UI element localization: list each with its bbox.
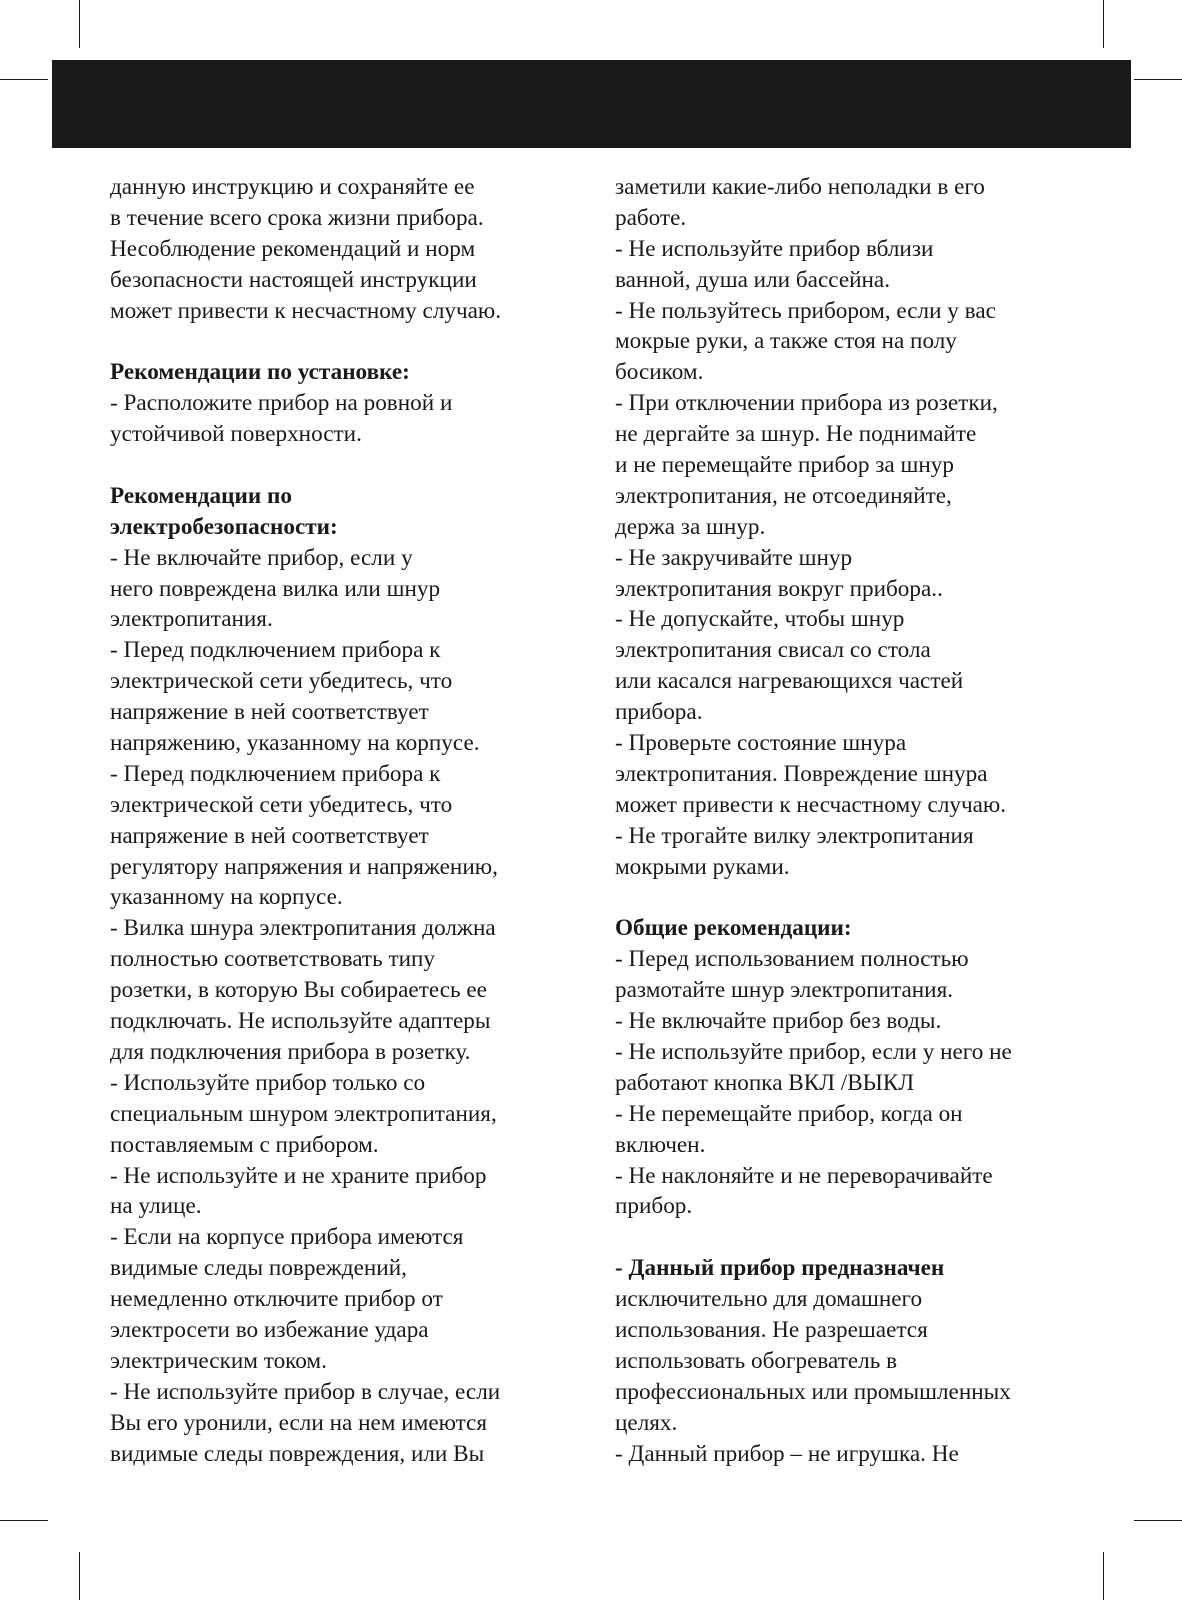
left-text-line: - Используйте прибор только со <box>110 1069 426 1096</box>
right-text-line: - Не трогайте вилку электропитания <box>615 822 974 849</box>
left-text-line: немедленно отключите прибор от <box>110 1286 443 1313</box>
right-text-line: или касался нагревающихся частей <box>615 668 964 695</box>
right-text-line: держа за шнур. <box>615 513 766 540</box>
right-text-line: работе. <box>615 204 687 231</box>
left-text-line: для подключения прибора в розетку. <box>110 1038 471 1065</box>
left-text-line: Вы его уронили, если на нем имеются <box>110 1409 488 1436</box>
left-text-line: видимые следы повреждения, или Вы <box>110 1440 485 1467</box>
right-text-line: ванной, душа или бассейна. <box>615 266 891 293</box>
left-text-line: электрической сети убедитесь, что <box>110 791 453 818</box>
left-text-line: - Перед подключением прибора к <box>110 637 441 664</box>
left-heading-line: электробезопасности: <box>110 513 338 540</box>
left-text-line: розетки, в которую Вы собираетесь ее <box>110 977 487 1004</box>
left-text-line: - Если на корпусе прибора имеются <box>110 1224 464 1251</box>
left-text-line: видимые следы повреждений, <box>110 1255 407 1282</box>
right-text-line: заметили какие-либо неполадки в его <box>615 174 985 200</box>
left-text-line: поставляемым с прибором. <box>110 1131 379 1158</box>
right-text-line: - Не закручивайте шнур <box>615 544 853 571</box>
left-spacer <box>110 450 580 481</box>
left-text-line: указанному на корпусе. <box>110 884 343 911</box>
right-text-line: - Не наклоняйте и не переворачивайте <box>615 1162 993 1189</box>
right-text-line: целях. <box>615 1409 678 1436</box>
left-text-line: устойчивой поверхности. <box>110 421 362 448</box>
right-text-line: мокрые руки, а также стоя на полу <box>615 328 957 355</box>
left-heading-line: Рекомендации по установке: <box>110 359 410 386</box>
left-text-line: - Не используйте прибор в случае, если <box>110 1378 501 1405</box>
right-heading-line: Общие рекомендации: <box>615 915 852 942</box>
right-text-line: размотайте шнур электропитания. <box>615 977 954 1004</box>
left-text-line: подключать. Не используйте адаптеры <box>110 1008 491 1035</box>
right-text-line: электропитания. Повреждение шнура <box>615 760 988 787</box>
right-text-line: включен. <box>615 1131 706 1158</box>
right-text-line: - Не пользуйтесь прибором, если у вас <box>615 297 996 324</box>
right-text-line: прибора. <box>615 699 703 726</box>
right-text-line: электропитания вокруг прибора.. <box>615 575 943 602</box>
crop-mark-bottom-right <box>1103 1552 1104 1600</box>
left-text-line: электросети во избежание удара <box>110 1316 429 1343</box>
left-text-line: может привести к несчастному случаю. <box>110 297 502 324</box>
left-text-line: регулятору напряжения и напряжению, <box>110 853 498 880</box>
left-text-line: - Расположите прибор на ровной и <box>110 390 453 417</box>
right-text-line: босиком. <box>615 359 704 386</box>
right-text-line: - При отключении прибора из розетки, <box>615 390 998 417</box>
crop-mark-bottom-left <box>79 1552 80 1600</box>
crop-mark-top-left <box>79 0 80 48</box>
right-text-line: электропитания свисал со стола <box>615 637 931 664</box>
right-text-line: - Не используйте прибор вблизи <box>615 235 934 262</box>
right-text-line: использования. Не разрешается <box>615 1316 928 1343</box>
right-text-line: - Не допускайте, чтобы шнур <box>615 606 905 633</box>
right-text-line: - Не включайте прибор без воды. <box>615 1008 942 1035</box>
right-text-line: электропитания, не отсоединяйте, <box>615 482 952 509</box>
left-text-column <box>110 172 580 1469</box>
left-text-line: - Не включайте прибор, если у <box>110 544 413 571</box>
right-text-line: использовать обогреватель в <box>615 1347 898 1374</box>
crop-mark-left-bottom <box>0 1520 48 1521</box>
left-text-line: безопасности настоящей инструкции <box>110 266 477 293</box>
crop-mark-left-top <box>0 79 48 80</box>
left-heading-line: Рекомендации по <box>110 482 292 509</box>
right-text-line: исключительно для домашнего <box>615 1286 923 1313</box>
right-text-line: мокрыми руками. <box>615 853 790 880</box>
left-text-line: данную инструкцию и сохраняйте ее <box>110 174 475 200</box>
right-text-line: - Не перемещайте прибор, когда он <box>615 1100 963 1127</box>
header-bar <box>52 60 1131 148</box>
right-text-column <box>615 172 1115 1469</box>
right-spacer <box>615 882 1115 913</box>
left-text-line: электрической сети убедитесь, что <box>110 668 453 695</box>
left-text-line: специальным шнуром электропитания, <box>110 1100 497 1127</box>
right-text-line: - Перед использованием полностью <box>615 946 969 973</box>
left-text-line: - Вилка шнура электропитания должна <box>110 915 496 942</box>
left-text-line: напряжение в ней соответствует <box>110 699 429 726</box>
left-text-line: электропитания. <box>110 606 273 633</box>
left-text-line: напряжению, указанному на корпусе. <box>110 730 480 757</box>
right-text-line: прибор. <box>615 1193 693 1220</box>
right-text-line: - Проверьте состояние шнура <box>615 730 907 757</box>
right-text-line: и не перемещайте прибор за шнур <box>615 452 954 479</box>
crop-mark-right-top <box>1134 79 1182 80</box>
right-text-line: не дергайте за шнур. Не поднимайте <box>615 421 977 448</box>
crop-mark-right-bottom <box>1134 1520 1182 1521</box>
left-text-line: напряжение в ней соответствует <box>110 822 429 849</box>
right-text-line: - Данный прибор – не игрушка. Не <box>615 1440 959 1467</box>
right-heading-line: - Данный прибор предназначен <box>615 1255 945 1282</box>
right-text-line: может привести к несчастному случаю. <box>615 791 1007 818</box>
left-text-line: Несоблюдение рекомендаций и норм <box>110 235 476 262</box>
left-text-line: электрическим током. <box>110 1347 327 1374</box>
left-text-line: него повреждена вилка или шнур <box>110 575 441 602</box>
left-text-line: полностью соответствовать типу <box>110 946 435 973</box>
right-spacer <box>615 1222 1115 1253</box>
left-spacer <box>110 326 580 357</box>
crop-mark-top-right <box>1103 0 1104 48</box>
right-text-line: профессиональных или промышленных <box>615 1378 1011 1405</box>
left-text-line: в течение всего срока жизни прибора. <box>110 204 484 231</box>
left-text-line: на улице. <box>110 1193 202 1220</box>
right-text-line: - Не используйте прибор, если у него не <box>615 1038 1012 1065</box>
right-text-line: работают кнопка ВКЛ /ВЫКЛ <box>615 1069 915 1096</box>
left-text-line: - Не используйте и не храните прибор <box>110 1162 487 1189</box>
left-text-line: - Перед подключением прибора к <box>110 760 441 787</box>
